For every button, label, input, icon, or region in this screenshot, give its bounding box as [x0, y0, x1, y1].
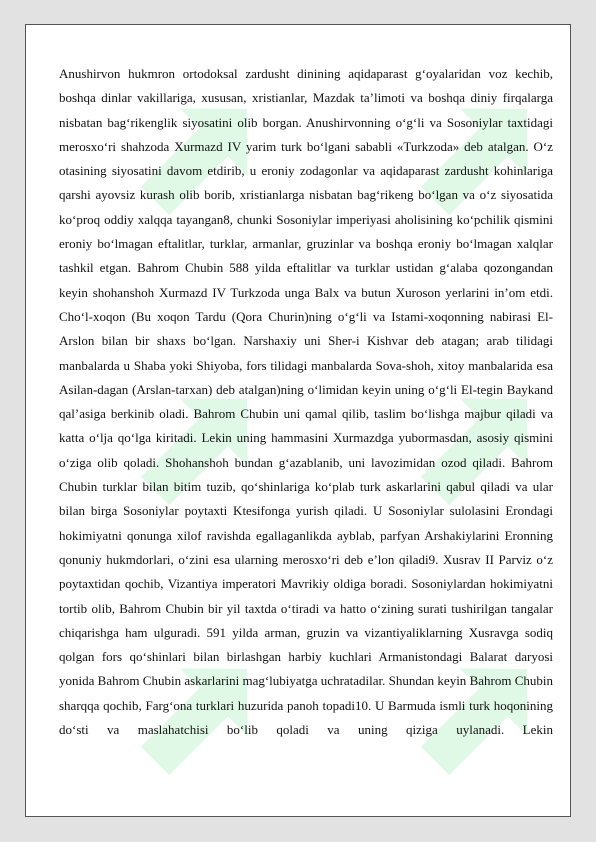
body-paragraph: Anushirvon hukmron ortodoksal zardusht dinining aqidaparast g‘oyalaridan voz kechib, boshqa dinlar vakillariga, xususan, xristianlar, Mazdak ta’limoti va boshqa diniy firqalarga nisbatan bag‘rikenglik siyosatini olib borgan. Anushirvonning o‘g‘li va Sosoniylar taxtidagi merosxo‘ri shahzoda Xurmazd IV yarim turk bo‘lgani sababli «Turkzoda» deb atalgan. O‘z otasining siyosatini davom etdirib, u eroniy zodagonlar va aqidaparast zardusht kohinlariga qarshi ayovsiz kurash olib borib, xristianlarga nisbatan bag‘rikeng bo‘lgan va o‘z siyosatida ko‘proq oddiy xalqqa tayangan8, chunki Sosoniylar imperiyasi aholisining ko‘pchilik qismini eroniy bo‘lmagan eftalitlar, turklar, armanlar, gruzinlar va boshqa eroniy bo‘lmagan xalqlar tashkil etgan. Bahrom Chubin 588 yilda eftalitlar va turklar ustidan g‘alaba qozongandan keyin shohanshoh Xurmazd IV Turkzoda unga Balx va butun Xuroson yerlarini in’om etdi. Cho‘l-xoqon (Bu xoqon Tardu (Qora Churin)ning o‘g‘li va Istami-xoqonning nabirasi El-Arslon bilan bir shaxs bo‘lgan. Narshaxiy uni Sher-i Kishvar deb atagan; arab tilidagi manbalarda u Shaba yoki Shiyoba, fors tilidagi manbalarda Sova-shoh, xitoy manbalarida esa Asilan-dagan (Arslan-tarxan) deb atalgan)ning o‘limidan keyin uning o‘g‘li El-tegin Baykand qal’asiga berkinib oladi. Bahrom Chubin uni qamal qilib, taslim bo‘lishga majbur qiladi va katta o‘lja qo‘lga kiritadi. Lekin uning hammasini Xurmazdga yubormasdan, asosiy qismini o‘ziga olib qoladi. Shohanshoh bundan g‘azablanib, uni lavozimidan ozod qiladi. Bahrom Chubin turklar bilan bitim tuzib, qo‘shinlariga ko‘plab turk askarlarini qabul qiladi va ular bilan birga Sosoniylar poytaxti Ktesifonga yurish qiladi. U Sosoniylar sulolasini Erondagi hokimiyatni qonunga xilof ravishda egallaganlikda ayblab, parfyan Arshakiylarini Eronning qonuniy hukmdorlari, o‘zini esa ularning merosxo‘ri deb e’lon qiladi9. Xusrav II Parviz o‘z poytaxtidan qochib, Vizantiya imperatori Mavrikiy oldiga boradi. Sosoniylardan hokimiyatni tortib olib, Bahrom Chubin bir yil taxtda o‘tiradi va hatto o‘zining surati tushirilgan tangalar chiqarishga ham ulguradi. 591 yilda arman, gruzin va vizantiyaliklarning Xusravga sodiq qolgan fors qo‘shinlari bilan birlashgan harbiy kuchlari Armanistondagi Balarat daryosi yonida Bahrom Chubin askarlarini mag‘lubiyatga uchratadilar. Shundan keyin Bahrom Chubin sharqqa qochib, Farg‘ona turklari huzurida panoh topadi10. U Barmuda ismli turk hoqonining do‘sti va maslahatchisi bo‘lib qoladi va uning qiziga uylanadi. Lekin [59, 66, 553, 738]
document-page [25, 24, 571, 817]
